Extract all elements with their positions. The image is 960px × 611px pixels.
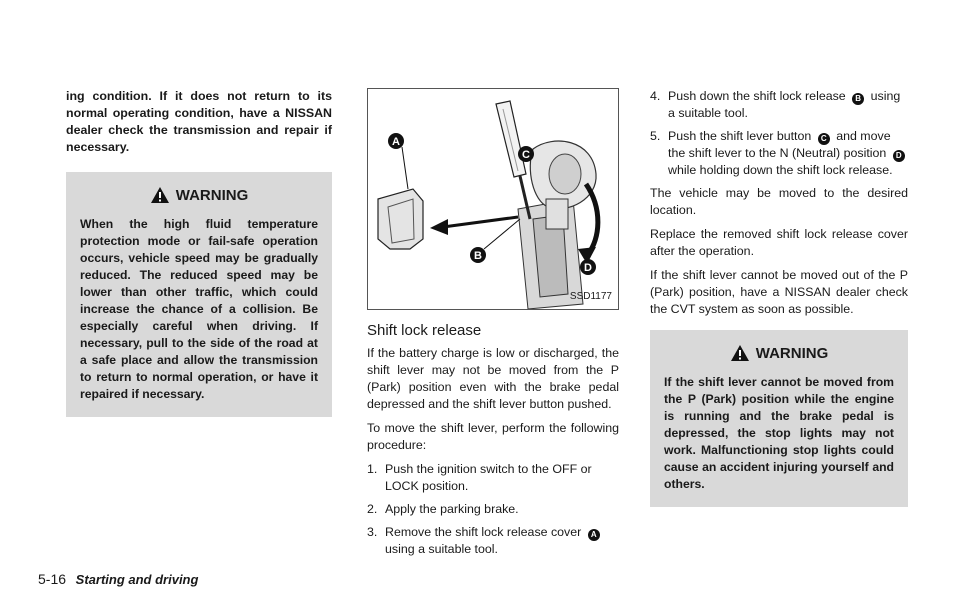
- step-text-part: Push down the shift lock release: [668, 89, 846, 103]
- middle-column: [367, 88, 619, 564]
- step-text-part: and move the shift lever to the N (Neutral) position: [668, 129, 891, 160]
- step-text: Apply the parking brake.: [385, 502, 519, 516]
- callout-b: [470, 219, 520, 263]
- warning-text: If the shift lever cannot be moved from the P (Park) position while the engine is running and the brake pedal is depressed, the stop lights may not work. Malfunctioning stop lights could cause an accident injuring yourself and others.: [664, 375, 894, 491]
- svg-text:B: B: [474, 250, 482, 262]
- warning-heading-label: WARNING: [755, 344, 829, 362]
- callout-b-badge: B: [852, 93, 864, 105]
- step-text: [668, 128, 908, 179]
- callout-a: [388, 133, 408, 189]
- shift-lock-illustration: [368, 89, 618, 309]
- step-number: 3.: [367, 525, 378, 539]
- svg-text:C: C: [522, 149, 530, 161]
- warning-heading-label: WARNING: [175, 186, 249, 204]
- right-column: [650, 88, 908, 507]
- step-text-part: Remove the shift lock release cover: [385, 525, 582, 539]
- step-text-part: Push the shift lever button: [668, 129, 812, 143]
- warning-triangle-icon: [150, 186, 170, 204]
- paragraph-3: The vehicle may be moved to the desired location.: [650, 186, 908, 217]
- step-number: 5.: [650, 129, 661, 143]
- warning-text: When the high fluid temperature protection mode or fail-safe operation occurs, vehicle speed may be gradually reduced. The reduced speed may be lower than other traffic, which could increase the chance of a collision. Be especially careful when driving. If necessary, pull to the side of the road at a safe place and allow the transmission to return to normal operation, or have it repaired if necessary.: [80, 217, 318, 401]
- step-text: [668, 88, 908, 122]
- page-number: 5-16: [38, 571, 67, 587]
- paragraph-5: If the shift lever cannot be moved out of the P (Park) position, have a NISSAN dealer check the CVT system as soon as possible.: [650, 268, 908, 316]
- step-number: 2.: [367, 502, 378, 516]
- intro-paragraph: ing condition. If it does not return to its normal operating condition, have a NISSAN dealer check the transmission and repair if necessary.: [66, 89, 332, 154]
- warning-heading: [80, 186, 318, 204]
- warning-box-right: [650, 330, 908, 507]
- step-text-part: while holding down the shift lock release.: [668, 163, 893, 177]
- figure-code: SSD1177: [569, 291, 612, 302]
- svg-text:A: A: [392, 136, 400, 148]
- step-text-part: using a suitable tool.: [668, 89, 901, 120]
- warning-box-left: [66, 172, 332, 417]
- svg-text:D: D: [584, 262, 592, 274]
- paragraph-1: If the battery charge is low or discharged, the shift lever may not be moved from the P (Park) position even with the brake pedal depressed and the shift lever button pushed.: [367, 346, 619, 411]
- callout-d-badge: D: [893, 150, 905, 162]
- paragraph-2: To move the shift lever, perform the following procedure:: [367, 421, 619, 452]
- step-1: [367, 461, 619, 495]
- step-text: [385, 524, 619, 558]
- callout-a-badge: A: [588, 529, 600, 541]
- left-column: [66, 88, 332, 417]
- step-5: [650, 128, 908, 179]
- shift-lock-figure: [367, 88, 619, 310]
- section-title: Shift lock release: [367, 322, 482, 339]
- step-text: Push the ignition switch to the OFF or LOCK position.: [385, 462, 592, 493]
- step-3: [367, 524, 619, 558]
- step-2: [367, 501, 619, 518]
- callout-c-badge: C: [818, 133, 830, 145]
- step-text-part: using a suitable tool.: [385, 542, 498, 556]
- step-number: 4.: [650, 89, 661, 103]
- step-number: 1.: [367, 462, 378, 476]
- warning-heading: [664, 344, 894, 362]
- callout-c: [518, 146, 534, 162]
- paragraph-4: Replace the removed shift lock release cover after the operation.: [650, 227, 908, 258]
- step-4: [650, 88, 908, 122]
- callout-d: [580, 259, 596, 275]
- warning-triangle-icon: [730, 344, 750, 362]
- page-footer: [38, 571, 198, 587]
- footer-section-title: Starting and driving: [75, 572, 199, 587]
